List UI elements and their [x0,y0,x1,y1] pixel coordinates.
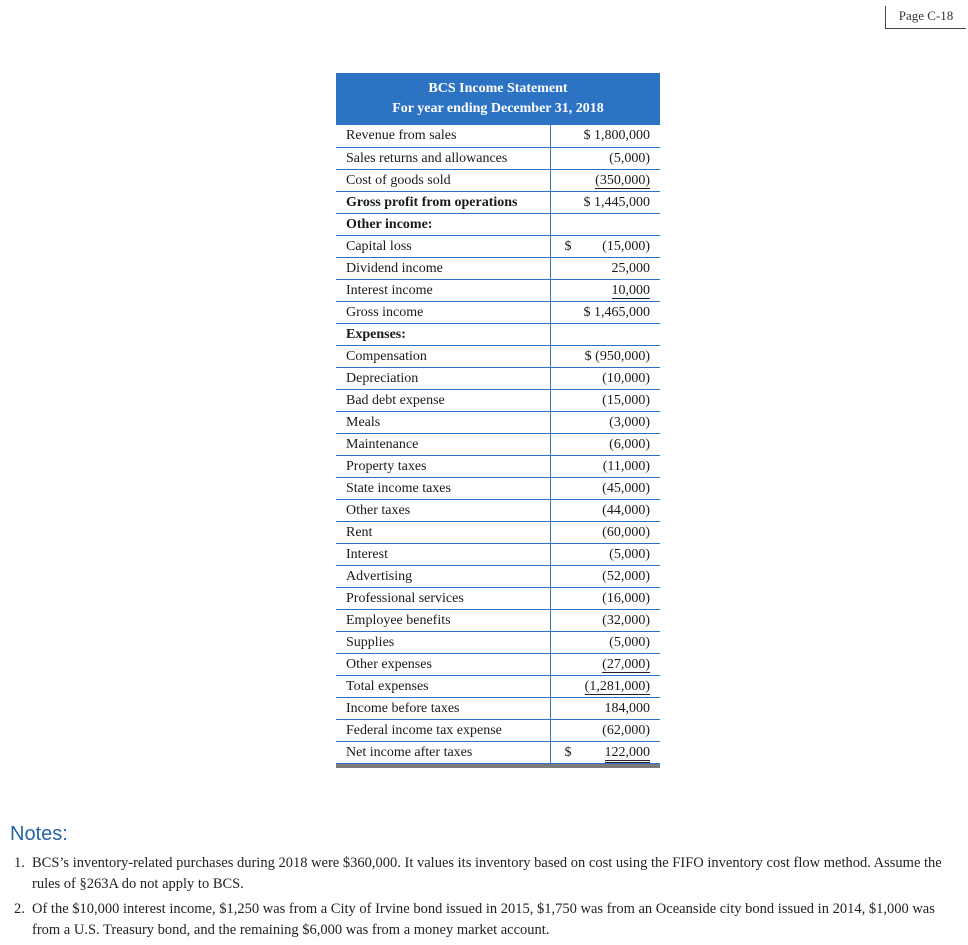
row-label: Capital loss [336,235,550,257]
income-statement-table [336,73,660,768]
row-amount-cell [550,169,660,191]
row-label: Supplies [336,631,550,653]
row-amount-cell [550,653,660,675]
row-amount: (16,000) [602,590,650,606]
row-amount-cell [550,433,660,455]
row-label: Property taxes [336,455,550,477]
row-amount: $ 1,465,000 [583,304,650,320]
note-item [14,899,962,941]
row-amount-cell [550,521,660,543]
statement-title: BCS Income Statement [428,81,568,96]
row-label: Maintenance [336,433,550,455]
row-label: Compensation [336,345,550,367]
row-amount-cell [550,719,660,741]
row-label: Dividend income [336,257,550,279]
notes-list [14,853,962,945]
table-row [336,499,660,521]
row-label: Bad debt expense [336,389,550,411]
row-amount-cell [550,477,660,499]
row-label: Net income after taxes [336,741,550,763]
dollar-sign: $ [564,238,572,254]
row-amount-cell [550,741,660,763]
statement-period: For year ending December 31, 2018 [392,101,604,116]
row-label: Income before taxes [336,697,550,719]
row-amount: $ 1,800,000 [583,128,650,144]
table-row [336,675,660,697]
table-row [336,191,660,213]
row-label: Meals [336,411,550,433]
row-amount: $ 1,445,000 [583,194,650,210]
row-label: Depreciation [336,367,550,389]
row-amount: 25,000 [611,260,650,276]
table-row [336,147,660,169]
row-amount-cell [550,235,660,257]
table-row [336,367,660,389]
row-label: State income taxes [336,477,550,499]
row-amount: (15,000) [602,392,650,408]
row-amount: (44,000) [602,502,650,518]
row-amount-cell [550,191,660,213]
table-row [336,609,660,631]
row-label: Professional services [336,587,550,609]
table-row [336,631,660,653]
row-amount: (6,000) [609,436,650,452]
note-number: 2. [14,901,25,917]
row-amount: (45,000) [602,480,650,496]
row-amount-cell [550,565,660,587]
table-row [336,169,660,191]
row-amount-cell [550,587,660,609]
row-amount-cell [550,543,660,565]
row-label: Gross profit from operations [336,191,550,213]
note-item [14,853,962,895]
row-label: Sales returns and allowances [336,147,550,169]
row-label: Federal income tax expense [336,719,550,741]
page-number-label: Page C-18 [885,6,966,29]
row-amount-cell [550,147,660,169]
row-amount: (27,000) [602,656,650,672]
row-label: Other income: [336,213,550,235]
table-header [336,73,660,125]
table-bottom-bar [336,764,660,768]
notes-title: Notes: [10,823,68,845]
row-amount: (5,000) [609,546,650,562]
table-row [336,433,660,455]
table-row [336,653,660,675]
row-amount: 10,000 [611,282,650,298]
row-amount-cell [550,301,660,323]
table-row [336,719,660,741]
note-text: BCS’s inventory-related purchases during 2018 were $360,000. It values its inventory based on cost using the FIFO inventory cost flow method. Assume the rules of §263A do not apply to BCS. [32,855,942,892]
row-amount-cell [550,367,660,389]
row-label: Other taxes [336,499,550,521]
row-label: Rent [336,521,550,543]
table-row [336,455,660,477]
row-label: Gross income [336,301,550,323]
row-amount-cell [550,279,660,301]
row-label: Employee benefits [336,609,550,631]
row-amount-cell [550,499,660,521]
row-amount: (15,000) [602,238,650,254]
row-amount: (5,000) [609,634,650,650]
row-amount: (1,281,000) [584,678,650,694]
row-amount: (3,000) [609,414,650,430]
row-amount: (10,000) [602,370,650,386]
row-label: Cost of goods sold [336,169,550,191]
dollar-sign: $ [564,744,572,760]
row-amount-cell [550,213,660,235]
statement-rows [336,125,660,764]
row-amount: (350,000) [595,172,650,188]
table-row [336,323,660,345]
row-amount: (62,000) [602,722,650,738]
table-row [336,345,660,367]
table-row [336,741,660,763]
table-row [336,697,660,719]
table-row [336,257,660,279]
table-row [336,543,660,565]
table-row [336,235,660,257]
table-row [336,389,660,411]
row-amount-cell [550,455,660,477]
table-row [336,521,660,543]
note-number: 1. [14,855,25,871]
row-amount: (32,000) [602,612,650,628]
table-row [336,125,660,147]
row-label: Other expenses [336,653,550,675]
row-amount-cell [550,609,660,631]
row-amount-cell [550,257,660,279]
row-amount: 122,000 [605,745,651,763]
row-amount-cell [550,345,660,367]
table-row [336,411,660,433]
table-row [336,279,660,301]
row-amount-cell [550,411,660,433]
row-label: Revenue from sales [336,125,550,147]
table-row [336,565,660,587]
row-amount-cell [550,631,660,653]
row-amount-cell [550,125,660,147]
row-amount-cell [550,323,660,345]
row-amount: (11,000) [602,458,650,474]
row-label: Expenses: [336,323,550,345]
row-label: Total expenses [336,675,550,697]
table-row [336,213,660,235]
row-amount: (60,000) [602,524,650,540]
row-amount: (52,000) [602,568,650,584]
row-label: Interest income [336,279,550,301]
table-row [336,301,660,323]
row-amount: $ (950,000) [584,348,650,364]
row-amount-cell [550,675,660,697]
row-amount-cell [550,697,660,719]
table-row [336,477,660,499]
note-text: Of the $10,000 interest income, $1,250 was from a City of Irvine bond issued in 2015, $1,750 was from an Oceanside city bond issued in 2014, $1,000 was from a U.S. Treasury bond, and the remaining $6,000 was from a money market account. [32,901,935,938]
row-amount-cell [550,389,660,411]
table-row [336,587,660,609]
row-amount: 184,000 [604,700,650,716]
row-label: Interest [336,543,550,565]
row-label: Advertising [336,565,550,587]
row-amount: (5,000) [609,150,650,166]
